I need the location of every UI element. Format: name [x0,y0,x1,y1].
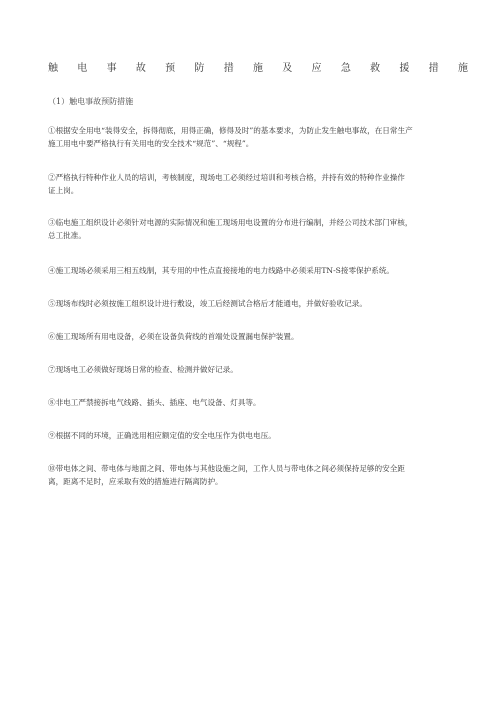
title-char: 施 [252,63,263,74]
item-line: ⑥施工现场所有用电设备，必须在设备负荷线的首端处设置漏电保护装置。 [48,332,299,341]
title-char: 预 [165,63,176,74]
title-char: 措 [428,63,439,74]
list-item [48,264,468,277]
item-line: ③临电施工组织设计必须针对电源的实际情况和施工现场用电设置的分布进行编制，并经公司技术部门审核， [48,218,413,227]
title-char: 事 [106,63,117,74]
title-char: 电 [77,63,88,74]
list-item [48,297,468,310]
list-item [48,216,468,242]
list-item [48,124,468,150]
title-char: 防 [194,63,205,74]
title-char: 援 [399,63,410,74]
title-char: 触 [48,63,58,74]
item-line: 总工批准。 [48,231,86,240]
item-line: 离，距离不足时，应采取有效的措施进行隔离防护。 [48,477,223,486]
item-line: ⑧非电工严禁接拆电气线路、插头、插座、电气设备、灯具等。 [48,398,261,407]
item-line: 施工用电中要严格执行有关用电的安全技术“规范”、“规程”。 [48,139,254,148]
title-char: 应 [311,63,322,74]
list-item [48,363,468,376]
item-line: ②严格执行特种作业人员的培训，考核制度，现场电工必须经过培训和考核合格，并持有效的特种作业操作 [48,173,405,182]
item-line: 证上岗。 [48,186,79,195]
list-item [48,330,468,343]
item-line: ⑩带电体之间、带电体与地面之间、带电体与其他设施之间，工作人员与带电体之间必须保持足够的安全距 [48,464,405,473]
section-heading: （1）触电事故预防措施 [48,97,134,106]
title-char: 急 [340,63,351,74]
list-item [48,396,468,409]
list-item [48,171,468,197]
item-line: ⑦现场电工必须做好现场日常的检查、检测并做好记录。 [48,365,238,374]
list-item [48,429,468,442]
item-line: ⑤现场布线时必须按施工组织设计进行敷设，竣工后经测试合格后才能通电，并做好验收记录。 [48,299,367,308]
title-char: 救 [370,63,381,74]
item-line: ④施工现场必须采用三相五线制，其专用的中性点直接接地的电力线路中必须采用TN-S接零保护系统。 [48,266,395,275]
title-char: 及 [282,63,293,74]
document-title [48,62,468,76]
item-line: ⑨根据不同的环境，正确选用相应额定值的安全电压作为供电电压。 [48,431,276,440]
list-item [48,462,468,488]
item-line: ①根据安全用电“装得安全，拆得彻底，用得正确，修得及时”的基本要求，为防止发生触电事故，在日常生产 [48,126,413,135]
title-char: 措 [223,63,234,74]
title-char: 施 [457,63,468,74]
title-char: 故 [135,63,146,74]
